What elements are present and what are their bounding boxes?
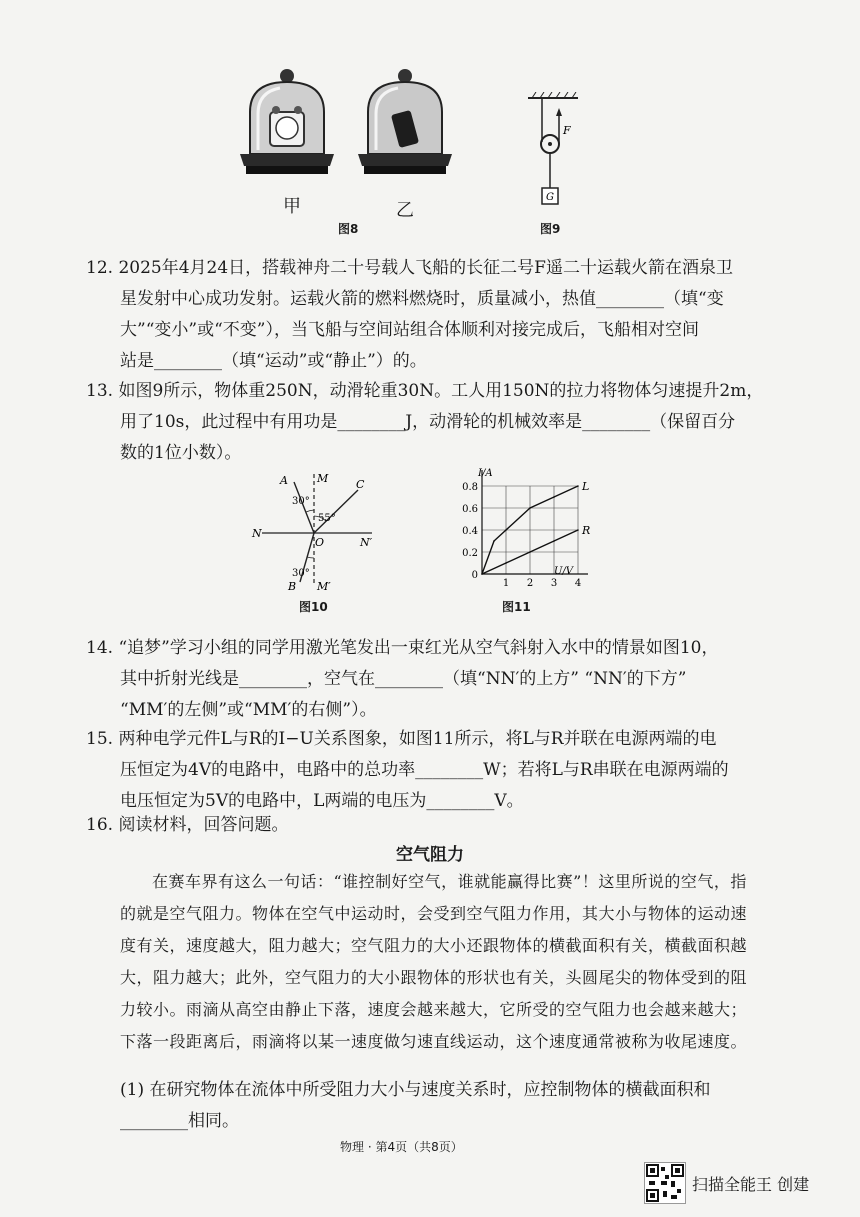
chart11-point-L	[493, 540, 495, 542]
figure-9-pulley	[522, 92, 582, 220]
q14-line-3: “MM′的左侧”或“MM′的右侧”）。	[120, 700, 377, 720]
chart11-point-L	[505, 529, 507, 531]
q13-line-2: 用了10s，此过程中有用功是________J，动滑轮的机械效率是________（保留百分	[120, 412, 736, 432]
article-title: 空气阻力	[396, 845, 464, 865]
bell-jar-with-alarm-clock	[240, 69, 334, 174]
fig10-label-C: C	[356, 478, 365, 491]
question-13	[86, 376, 766, 469]
sub-question-1	[120, 1075, 760, 1137]
chart11-x-tick-label: 1	[502, 578, 510, 589]
fig10-label-O: O	[315, 536, 325, 549]
chart11-point-R	[505, 562, 507, 564]
bell-jar-with-phone	[358, 69, 452, 174]
fig9-caption: 图9	[540, 222, 561, 236]
chart11-y-tick-label: 0.2	[462, 548, 478, 559]
fig10-caption: 图10	[299, 600, 328, 614]
chart11-point-R	[481, 573, 483, 575]
chart11-y-tick-label: 0.8	[462, 482, 478, 493]
chart11-series-label-R: R	[582, 524, 591, 537]
chart11-point-R	[529, 551, 531, 553]
q12-line-3: 大”“变小”或“不变”），当飞船与空间站组合体顺利对接完成后，飞船相对空间	[120, 320, 699, 340]
q15-line-2: 压恒定为4V的电路中，电路中的总功率________W；若将L与R串联在电源两端的	[120, 760, 729, 780]
fig10-label-N: N	[252, 527, 262, 540]
chart11-y-tick-label: 0.6	[462, 504, 478, 515]
fig9-weight-label: G	[546, 192, 554, 203]
fig8-caption: 图8	[338, 222, 359, 236]
chart11-x-tick-label: 4	[574, 578, 582, 589]
fig10-label-M: M	[317, 472, 329, 485]
question-15	[86, 724, 766, 817]
sub-q1-line-2: ________相同。	[120, 1111, 239, 1131]
chart11-point-L	[553, 496, 555, 498]
chart11-y-tick-label: 0	[471, 570, 478, 581]
q15-line-1: 15. 两种电学元件L与R的I−U关系图象，如图11所示，将L与R并联在电源两端的电	[86, 729, 717, 749]
q14-line-1: 14. “追梦”学习小组的同学用激光笔发出一束红光从空气斜射入水中的情景如图10，	[86, 638, 719, 658]
fig10-angle-bottom: 30°	[292, 568, 310, 579]
q12-line-4: 站是________（填“运动”或“静止”）的。	[120, 351, 427, 371]
sub-q1-line-1: (1) 在研究物体在流体中所受阻力大小与速度关系时，应控制物体的横截面积和	[120, 1080, 711, 1100]
q12-line-1: 12. 2025年4月24日，搭载神舟二十号载人飞船的长征二号F遥二十运载火箭在酒泉卫	[86, 258, 733, 278]
chart11-series-label-L: L	[582, 480, 590, 493]
fig10-angle-right: 55°	[318, 513, 336, 524]
figure-10-refraction	[248, 466, 388, 596]
q13-line-1: 13. 如图9所示，物体重250N，动滑轮重30N。工人用150N的拉力将物体匀速提升2m，	[86, 381, 764, 401]
question-16: 16. 阅读材料，回答问题。	[86, 815, 289, 835]
fig10-label-M-prime: M′	[317, 580, 331, 593]
fig10-angle-top: 30°	[292, 496, 310, 507]
question-14	[86, 633, 766, 726]
q13-line-3: 数的1位小数）。	[120, 443, 242, 463]
question-12	[86, 253, 766, 377]
figure-8-bell-jars	[240, 62, 460, 192]
q12-line-2: 星发射中心成功发射。运载火箭的燃料燃烧时，质量减小，热值________（填“变	[120, 289, 724, 309]
fig10-label-B: B	[288, 580, 297, 593]
chart11-x-tick-label: 3	[550, 578, 558, 589]
figure-11-iu-chart	[452, 462, 592, 594]
chart11-x-tick-label: 2	[526, 578, 534, 589]
q14-line-2: 其中折射光线是________，空气在________（填“NN′的上方” “NN′的下方”	[120, 669, 687, 689]
fig10-label-N-prime: N′	[360, 536, 373, 549]
fig8-label-jia: 甲	[283, 196, 301, 217]
fig8-label-yi: 乙	[396, 200, 414, 221]
fig9-force-label: F	[563, 124, 571, 137]
article-body	[120, 866, 750, 1058]
chart11-x-axis-label: U/V	[554, 566, 574, 577]
chart11-y-tick-label: 0.4	[462, 526, 478, 537]
q15-line-3: 电压恒定为5V的电路中，L两端的电压为________V。	[120, 791, 524, 811]
chart11-point-L	[577, 485, 579, 487]
article-paragraph: 在赛车界有这么一句话：“谁控制好空气，谁就能赢得比赛”！这里所说的空气，指的就是空气阻力。物体在空气中运动时，会受到空气阻力作用，其大小与物体的运动速度有关，速度越大，阻力越大；空气阻力的大小还跟物体的横截面积有关，横截面积越大，阻力越大；此外，空气阻力的大小跟物体的形状也有关，头圆尾尖的物体受到的阻力较小。雨滴从高空由静止下落，速度会越来越大，它所受的空气阻力也会越来越大；下落一段距离后，雨滴将以某一速度做匀速直线运动，这个速度通常被称为收尾速度。	[120, 872, 748, 1051]
chart11-point-R	[577, 529, 579, 531]
qr-code-icon	[644, 1162, 686, 1204]
scanner-watermark: 扫描全能王 创建	[692, 1175, 810, 1194]
chart11-y-axis-label: I/A	[478, 468, 493, 479]
chart11-point-R	[553, 540, 555, 542]
fig10-label-A: A	[280, 474, 288, 487]
fig11-caption: 图11	[502, 600, 531, 614]
chart11-point-L	[529, 507, 531, 509]
page-footer: 物理 · 第4页（共8页）	[340, 1140, 463, 1154]
